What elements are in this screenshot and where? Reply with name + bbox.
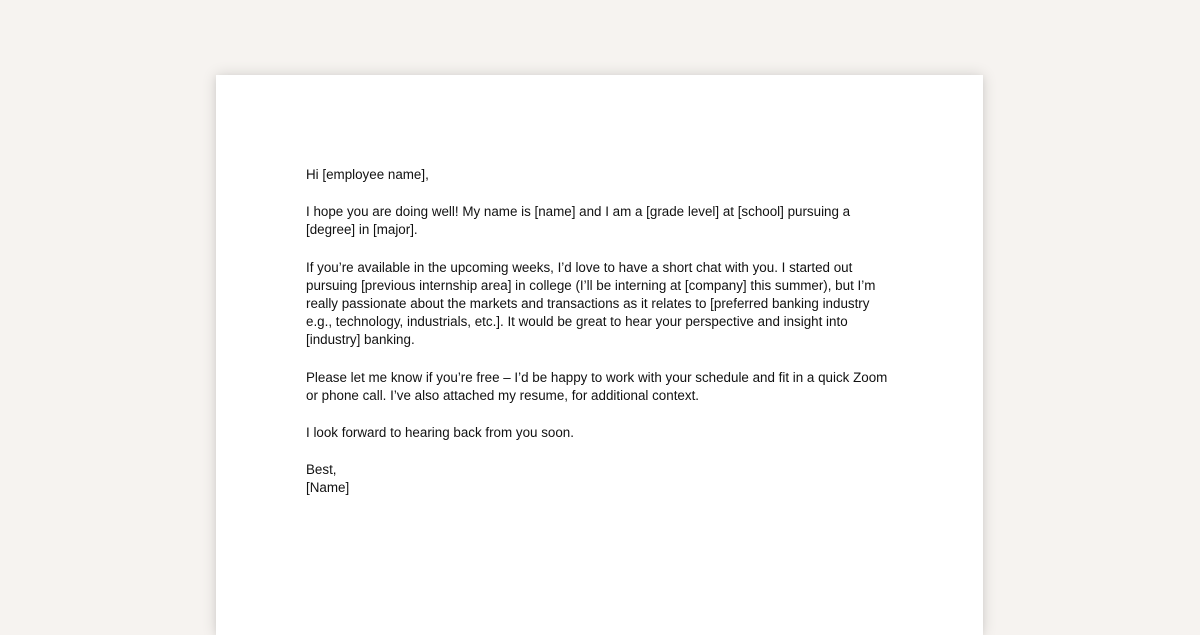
letter-greeting: Hi [employee name], <box>306 167 429 182</box>
letter-body <box>306 166 896 498</box>
letter-closing: Best, <box>306 462 337 478</box>
letter-paragraph-closing-line: I look forward to hearing back from you soon. <box>306 425 574 441</box>
document-page <box>216 75 983 635</box>
letter-paragraph-request: If you’re available in the upcoming weeks, I’d love to have a short chat with you. I started out pursuing [previous internship area] in college (I’ll be interning at [company] this summer), but I’m really passionate about the markets and transactions as it relates to [preferred banking industry e.g., technology, industrials, etc.]. It would be great to hear your perspective and insight into [industry] banking. <box>306 259 876 348</box>
letter-signature: [Name] <box>306 480 350 496</box>
letter-paragraph-availability: Please let me know if you’re free – I’d be happy to work with your schedule and fit in a quick Zoom or phone call. I’ve also attached my resume, for additional context. <box>306 369 888 403</box>
letter-paragraph-intro: I hope you are doing well! My name is [name] and I am a [grade level] at [school] pursuing a [degree] in [major]. <box>306 204 851 238</box>
